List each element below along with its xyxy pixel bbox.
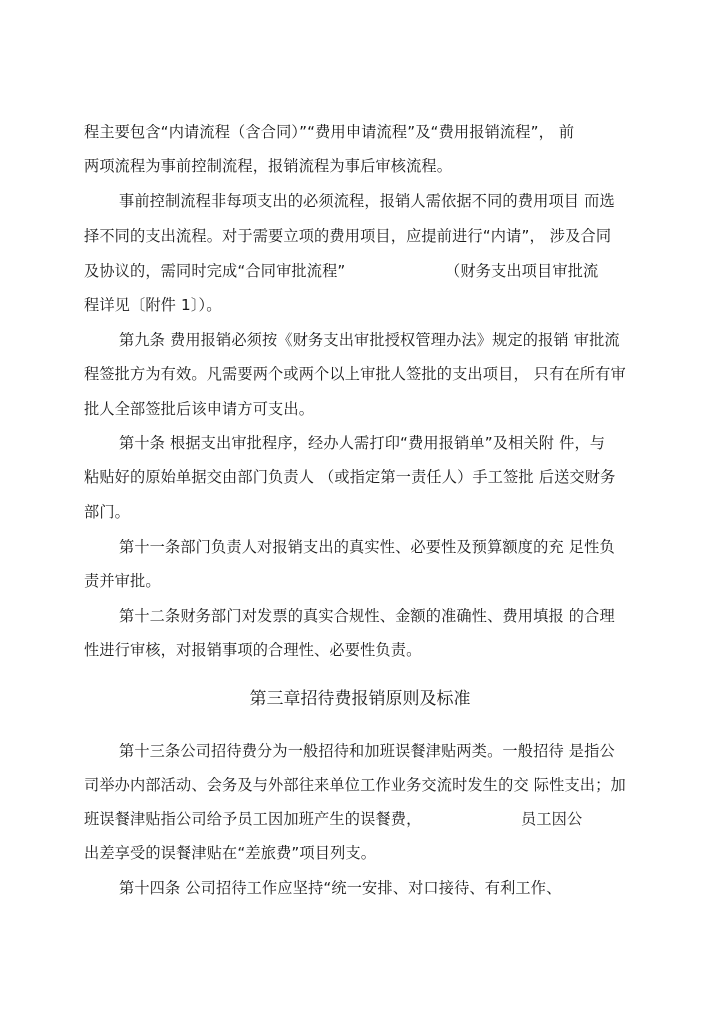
text-line: 程签批方为有效。凡需要两个或两个以上审批人签批的支出项目， 只有在所有审 bbox=[84, 365, 626, 383]
text-line: 程主要包含“内请流程（含合同）”“费用申请流程”及“费用报销流程”， 前 bbox=[84, 123, 575, 141]
text-line: 性进行审核，对报销事项的合理性、必要性负责。 bbox=[84, 641, 422, 659]
text-line: 两项流程为事前控制流程，报销流程为事后审核流程。 bbox=[84, 157, 453, 175]
chapter-heading: 第三章招待费报销原则及标准 bbox=[249, 689, 471, 709]
text-line: 第九条 费用报销必须按《财务支出审批授权管理办法》规定的报销 审批流 bbox=[119, 331, 620, 349]
text-line: 择不同的支出流程。对于需要立项的费用项目，应提前进行“内请”， 涉及合同 bbox=[84, 227, 612, 245]
text-line: 司举办内部活动、会务及与外部往来单位工作业务交流时发生的交 际性支出；加 bbox=[84, 776, 626, 794]
text-line: 第十四条 公司招待工作应坚持“统一安排、对口接待、有利工作、 bbox=[119, 879, 562, 897]
text-line: 第十二条财务部门对发票的真实合规性、金额的准确性、费用填报 的合理 bbox=[119, 607, 615, 625]
text-line: 及协议的，需同时完成“合同审批流程” （财务支出项目审批流 bbox=[84, 262, 599, 280]
text-line: 班误餐津贴指公司给予员工因加班产生的误餐费， 员工因公 bbox=[84, 810, 583, 828]
text-line: 批人全部签批后该申请方可支出。 bbox=[84, 400, 315, 418]
text-line: 第十三条公司招待费分为一般招待和加班误餐津贴两类。一般招待 是指公 bbox=[119, 742, 615, 760]
text-line: 第十一条部门负责人对报销支出的真实性、必要性及预算额度的充 足性负 bbox=[119, 538, 615, 556]
text-line: 事前控制流程非每项支出的必须流程，报销人需依据不同的费用项目 而选 bbox=[119, 192, 615, 210]
text-line: 部门。 bbox=[84, 503, 131, 521]
text-line: 出差享受的误餐津贴在“差旅费”项目列支。 bbox=[84, 844, 377, 862]
text-line: 程详见〔附件 1〕）。 bbox=[84, 296, 222, 314]
text-line: 粘贴好的原始单据交由部门负责人 （或指定第一责任人）手工签批 后送交财务 bbox=[84, 468, 616, 486]
text-line: 第十条 根据支出审批程序，经办人需打印“费用报销单”及相关附 件，与 bbox=[119, 434, 606, 452]
text-line: 责并审批。 bbox=[84, 572, 161, 590]
